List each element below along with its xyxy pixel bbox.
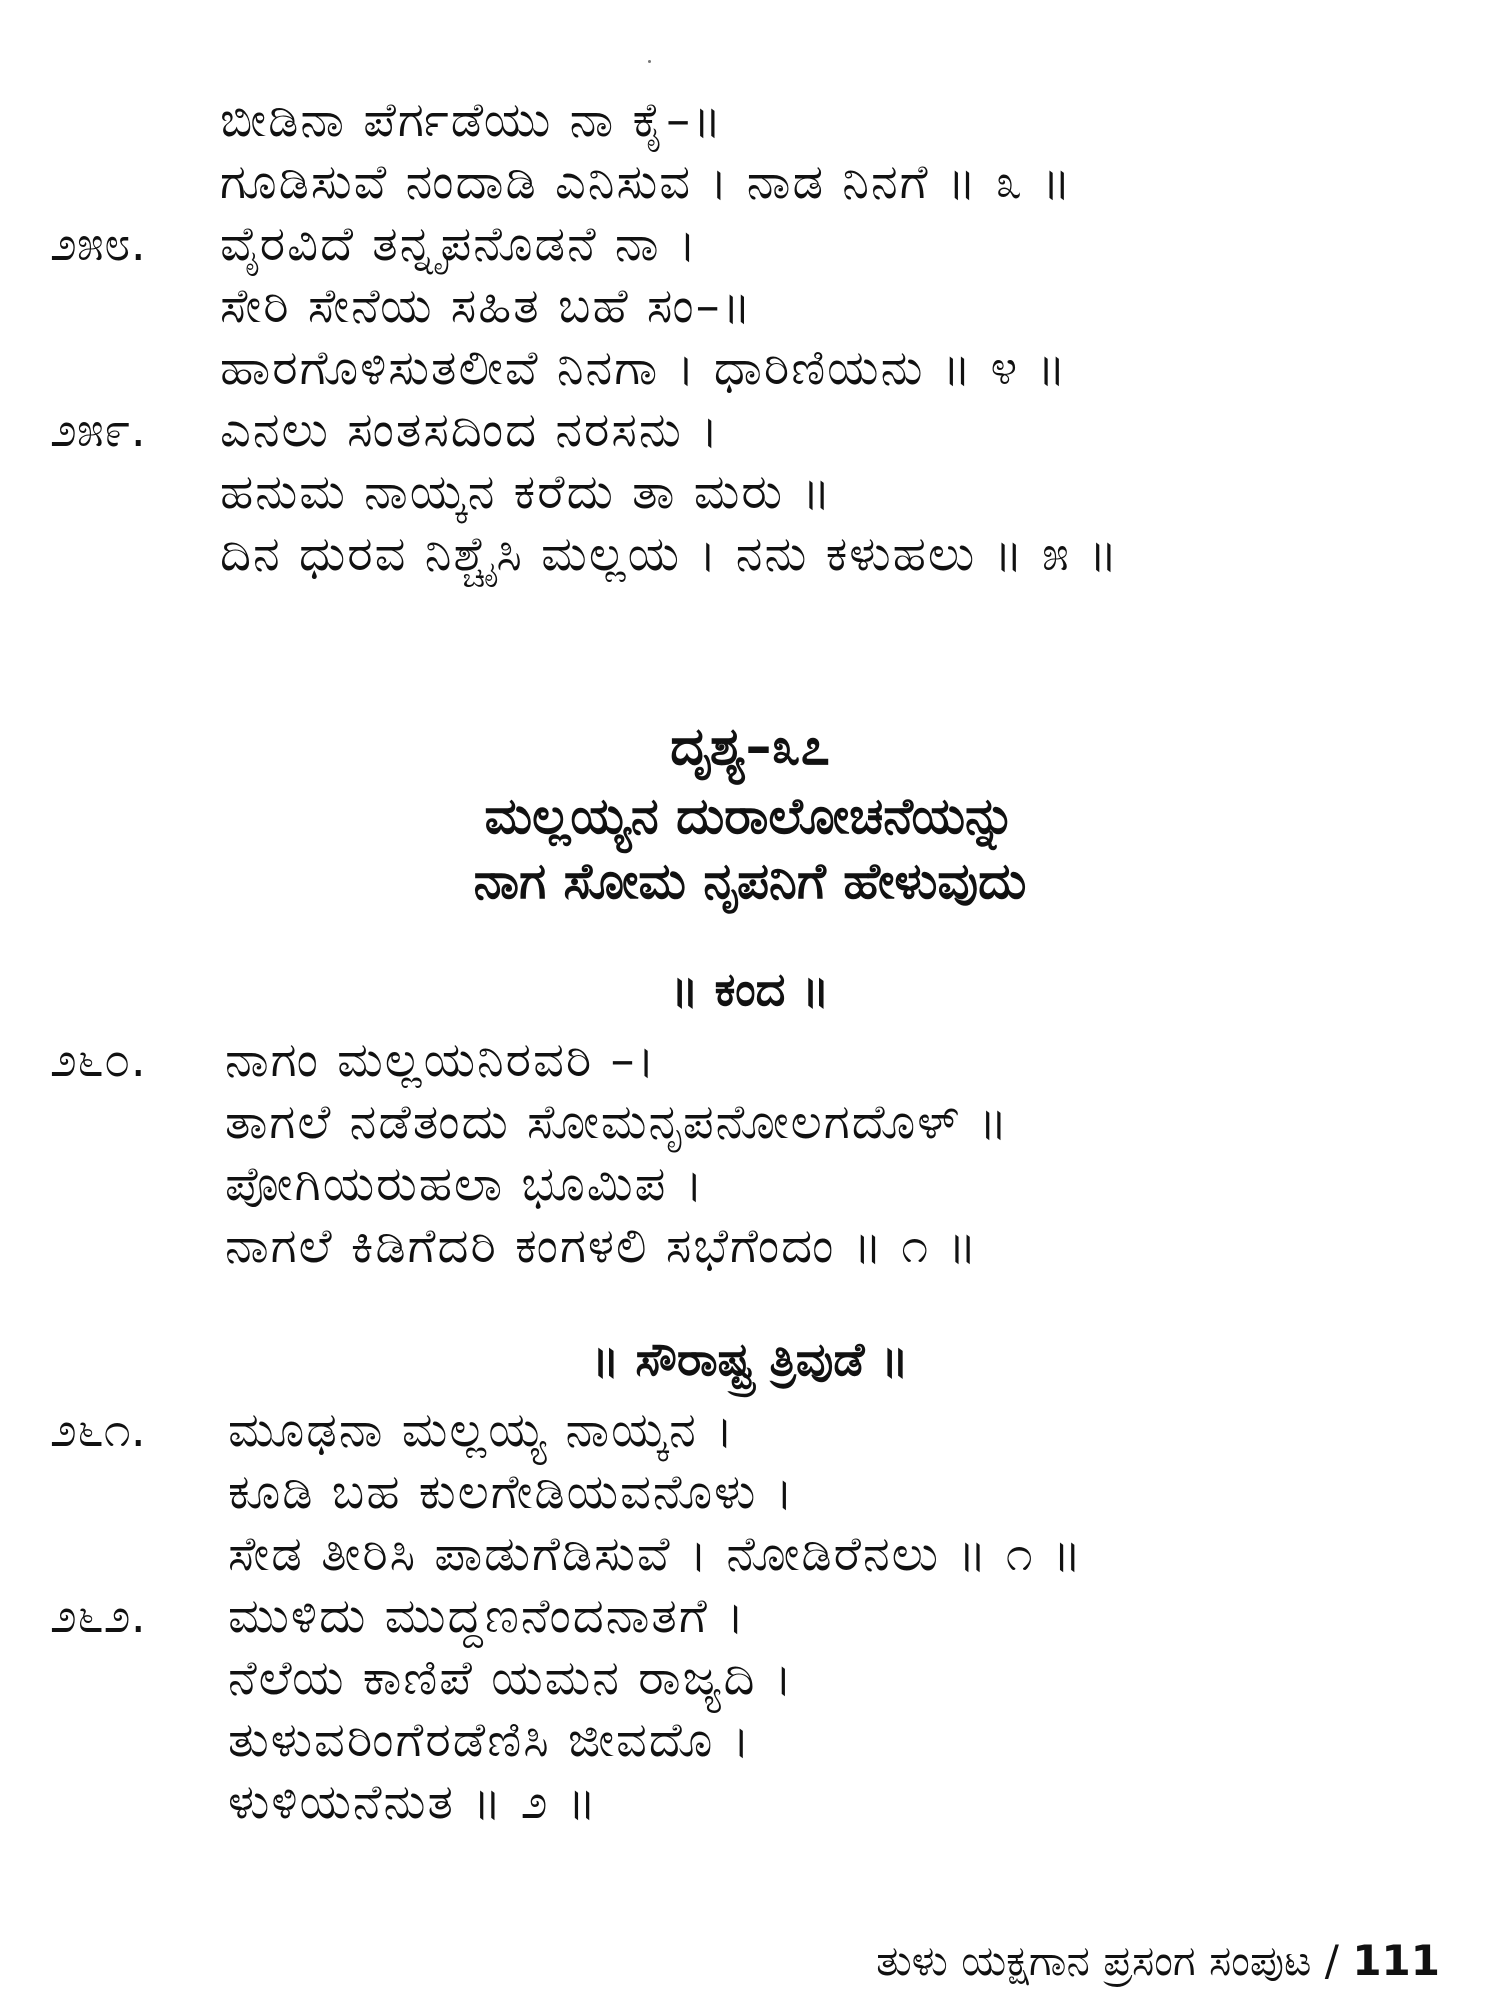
verse-line: ಸೇರಿ ಸೇನೆಯ ಸಹಿತ ಬಹೆ ಸಂ–॥ — [220, 278, 753, 334]
book-title: ತುಳು ಯಕ್ಷಗಾನ ಪ್ರಸಂಗ ಸಂಪುಟ / — [876, 1936, 1339, 1985]
verse-number: ೨೫೮. — [50, 216, 146, 272]
verse-number: ೨೬೦. — [50, 1032, 146, 1088]
meter-heading-kanda: ॥ ಕಂದ ॥ — [670, 962, 830, 1016]
verse-line: ಕೂಡಿ ಬಹ ಕುಲಗೇಡಿಯವನೊಳು । — [228, 1464, 795, 1520]
verse-number: ೨೬೧. — [50, 1402, 146, 1458]
verse-line: ಳುಳಿಯನೆನುತ ॥ ೨ ॥ — [228, 1774, 599, 1830]
verse-line: ತಾಗಲೆ ನಡೆತಂದು ಸೋಮನೃಪನೋಲಗದೊಳ್ ॥ — [225, 1094, 1010, 1150]
verse-line: ದಿನ ಧುರವ ನಿಶ್ಚೈಸಿ ಮಲ್ಲಯ । ನನು ಕಳುಹಲು ॥ ೫ ॥ — [220, 526, 1120, 582]
verse-number: ೨೫೯. — [50, 402, 146, 458]
verse-line: ತುಳುವರಿಂಗೆರಡೆಣಿಸಿ ಜೀವದೊ । — [228, 1712, 752, 1768]
verse-line: ಸೇಡ ತೀರಿಸಿ ಪಾಡುಗೆಡಿಸುವೆ । ನೋಡಿರೆನಲು ॥ ೧ ॥ — [228, 1526, 1084, 1582]
verse-line: ನಾಗಲೆ ಕಿಡಿಗೆದರಿ ಕಂಗಳಲಿ ಸಭೆಗೆಂದಂ ॥ ೧ ॥ — [225, 1218, 979, 1274]
verse-line: ನಾಗಂ ಮಲ್ಲಯನಿರವರಿ –। — [225, 1032, 657, 1088]
scene-title: ದೃಶ್ಯ–೩೭ — [670, 717, 830, 777]
verse-line: ಮೂಢನಾ ಮಲ್ಲಯ್ಯ ನಾಯ್ಕನ । — [228, 1402, 736, 1458]
verse-line: ಬೀಡಿನಾ ಪೆರ್ಗಡೆಯು ನಾ ಕೈ–॥ — [220, 92, 724, 148]
verse-line: ನೆಲೆಯ ಕಾಣಿಪೆ ಯಮನ ರಾಜ್ಯದಿ । — [228, 1650, 794, 1706]
page-footer — [876, 1935, 1440, 1987]
scene-subtitle-line-2: ನಾಗ ಸೋಮ ನೃಪನಿಗೆ ಹೇಳುವುದು — [473, 852, 1027, 910]
verse-line: ಹಾರಗೊಳಿಸುತಲೀವೆ ನಿನಗಾ । ಧಾರಿಣಿಯನು ॥ ೪ ॥ — [220, 340, 1068, 396]
verse-line: ಪೋಗಿಯರುಹಲಾ ಭೂಮಿಪ । — [225, 1156, 705, 1212]
meter-heading-saurashtra: ॥ ಸೌರಾಷ್ಟ್ರ ತ್ರಿವುಡೆ ॥ — [591, 1332, 909, 1386]
verse-line: ವೈರವಿದೆ ತನ್ನೃಪನೊಡನೆ ನಾ । — [220, 216, 699, 272]
verse-number: ೨೬೨. — [50, 1588, 146, 1644]
verse-line: ಗೂಡಿಸುವೆ ನಂದಾಡಿ ಎನಿಸುವ । ನಾಡ ನಿನಗೆ ॥ ೩ ॥ — [220, 154, 1073, 210]
scene-subtitle-line-1: ಮಲ್ಲಯ್ಯನ ದುರಾಲೋಚನೆಯನ್ನು — [484, 787, 1016, 845]
page-number: 111 — [1352, 1936, 1440, 1985]
verse-line: ಮುಳಿದು ಮುದ್ದಣನೆಂದನಾತಗೆ । — [228, 1588, 747, 1644]
verse-line: ಎನಲು ಸಂತಸದಿಂದ ನರಸನು । — [220, 402, 721, 458]
verse-line: ಹನುಮ ನಾಯ್ಕನ ಕರೆದು ತಾ ಮರು ॥ — [220, 464, 833, 520]
scan-speck — [648, 60, 651, 63]
